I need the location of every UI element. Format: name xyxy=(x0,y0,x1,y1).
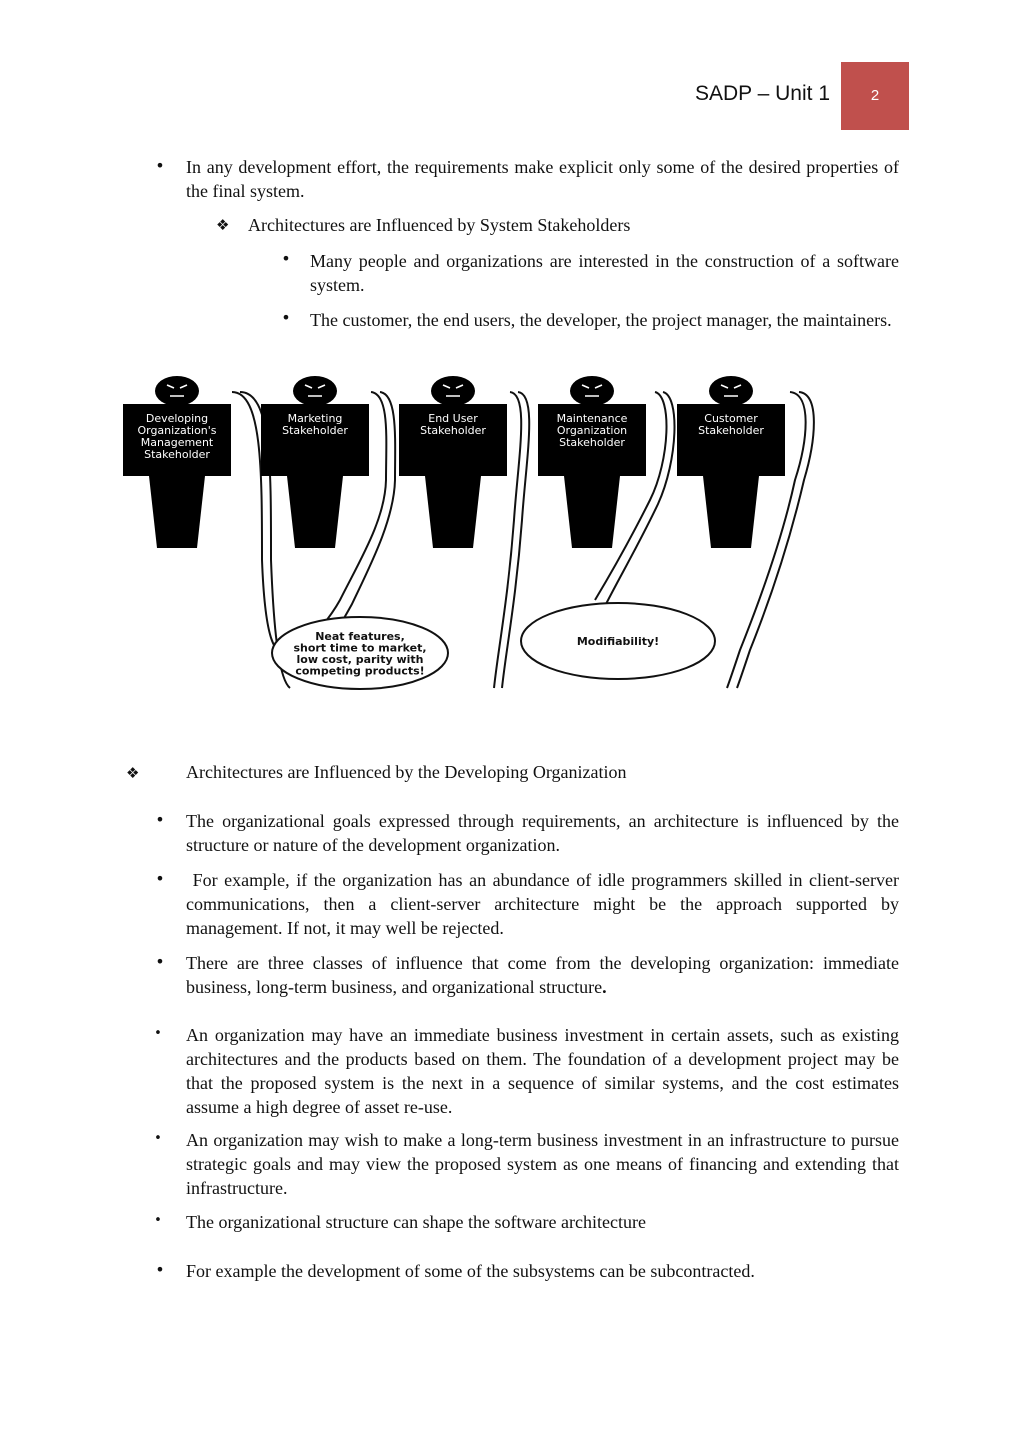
stakeholder-label: Maintenance xyxy=(556,412,628,425)
influence-classes-text: There are three classes of influence that come from the developing organization: immediate business, long-term business, and organizational structure xyxy=(186,953,899,997)
stakeholder-legs xyxy=(703,476,759,548)
stakeholder-label: Organization's xyxy=(137,424,217,437)
stakeholder-head xyxy=(709,376,753,406)
section2-bullet xyxy=(186,951,899,999)
stakeholder-head xyxy=(155,376,199,406)
bullet-dot: • xyxy=(154,1026,162,1041)
stakeholder-legs xyxy=(149,476,205,548)
bubble-text: competing products! xyxy=(295,664,425,678)
bubble-text: Modifiability! xyxy=(576,635,660,648)
stakeholder-label: Organization xyxy=(556,424,628,437)
bullet-dot: • xyxy=(154,1213,162,1228)
bullet-dot: • xyxy=(155,869,165,888)
stakeholder-label: Stakeholder xyxy=(282,424,348,437)
stakeholder-legs xyxy=(287,476,343,548)
stakeholder-label: Management xyxy=(140,436,214,449)
stakeholder-label: Developing xyxy=(145,412,209,425)
stakeholder-label: Stakeholder xyxy=(420,424,486,437)
stakeholder-head xyxy=(293,376,337,406)
section1-heading: Architectures are Influenced by System Stakeholders xyxy=(248,215,631,235)
stakeholder-label: Customer xyxy=(704,412,758,425)
stakeholder-legs xyxy=(564,476,620,548)
bullet-dot: • xyxy=(281,249,291,268)
influence-bullet: The organizational structure can shape the software architecture xyxy=(186,1212,646,1232)
diamond-bullet-icon: ❖ xyxy=(216,216,230,234)
stakeholder-legs xyxy=(425,476,481,548)
section2-bullet: For example, if the organization has an abundance of idle programmers skilled in client-server communications, then a client-server architecture might be the approach supported by management. If not, it may well be rejected. xyxy=(186,870,904,938)
stakeholder-label: Stakeholder xyxy=(698,424,764,437)
bullet-dot: • xyxy=(155,952,165,971)
page-number-badge: 2 xyxy=(841,62,909,130)
bubble-text: Neat features, xyxy=(315,630,405,643)
bold-period: . xyxy=(602,977,607,997)
header-title: SADP – Unit 1 xyxy=(694,82,830,105)
bullet-dot: • xyxy=(281,308,291,327)
bullet-dot: • xyxy=(155,156,165,175)
bubble-text: low cost, parity with xyxy=(296,653,424,666)
stakeholder-head xyxy=(570,376,614,406)
stakeholder-label: Stakeholder xyxy=(144,448,210,461)
stakeholder-head xyxy=(431,376,475,406)
section2-bullet: The organizational goals expressed through requirements, an architecture is influenced by the structure or nature of the development organization. xyxy=(186,811,899,855)
section1-bullet: Many people and organizations are interested in the construction of a software system. xyxy=(310,251,899,295)
stakeholder-label: Marketing xyxy=(287,412,343,425)
bullet-dot: • xyxy=(154,1131,162,1146)
influence-bullet: An organization may wish to make a long-term business investment in an infrastructure to pursue strategic goals and may view the proposed system as one means of financing and extending that infrastructure. xyxy=(186,1130,899,1198)
diamond-bullet-icon: ❖ xyxy=(126,764,140,782)
bubble-text: short time to market, xyxy=(293,641,427,655)
final-bullet: For example the development of some of the subsystems can be subcontracted. xyxy=(186,1261,755,1281)
intro-paragraph: In any development effort, the requirements make explicit only some of the desired properties of the final system. xyxy=(186,157,899,201)
stakeholder-label: Stakeholder xyxy=(559,436,625,449)
bullet-dot: • xyxy=(155,810,165,829)
section2-heading: Architectures are Influenced by the Developing Organization xyxy=(186,762,627,782)
stakeholder-label: End User xyxy=(428,412,478,425)
influence-bullet: An organization may have an immediate business investment in certain assets, such as existing architectures and the products based on them. The foundation of a development project may be that the proposed system is the next in a sequence of similar systems, and the cost estimates assume a high degree of asset re-use. xyxy=(186,1025,899,1117)
section1-bullet: The customer, the end users, the developer, the project manager, the maintainers. xyxy=(310,310,892,330)
bullet-dot: • xyxy=(155,1260,165,1279)
